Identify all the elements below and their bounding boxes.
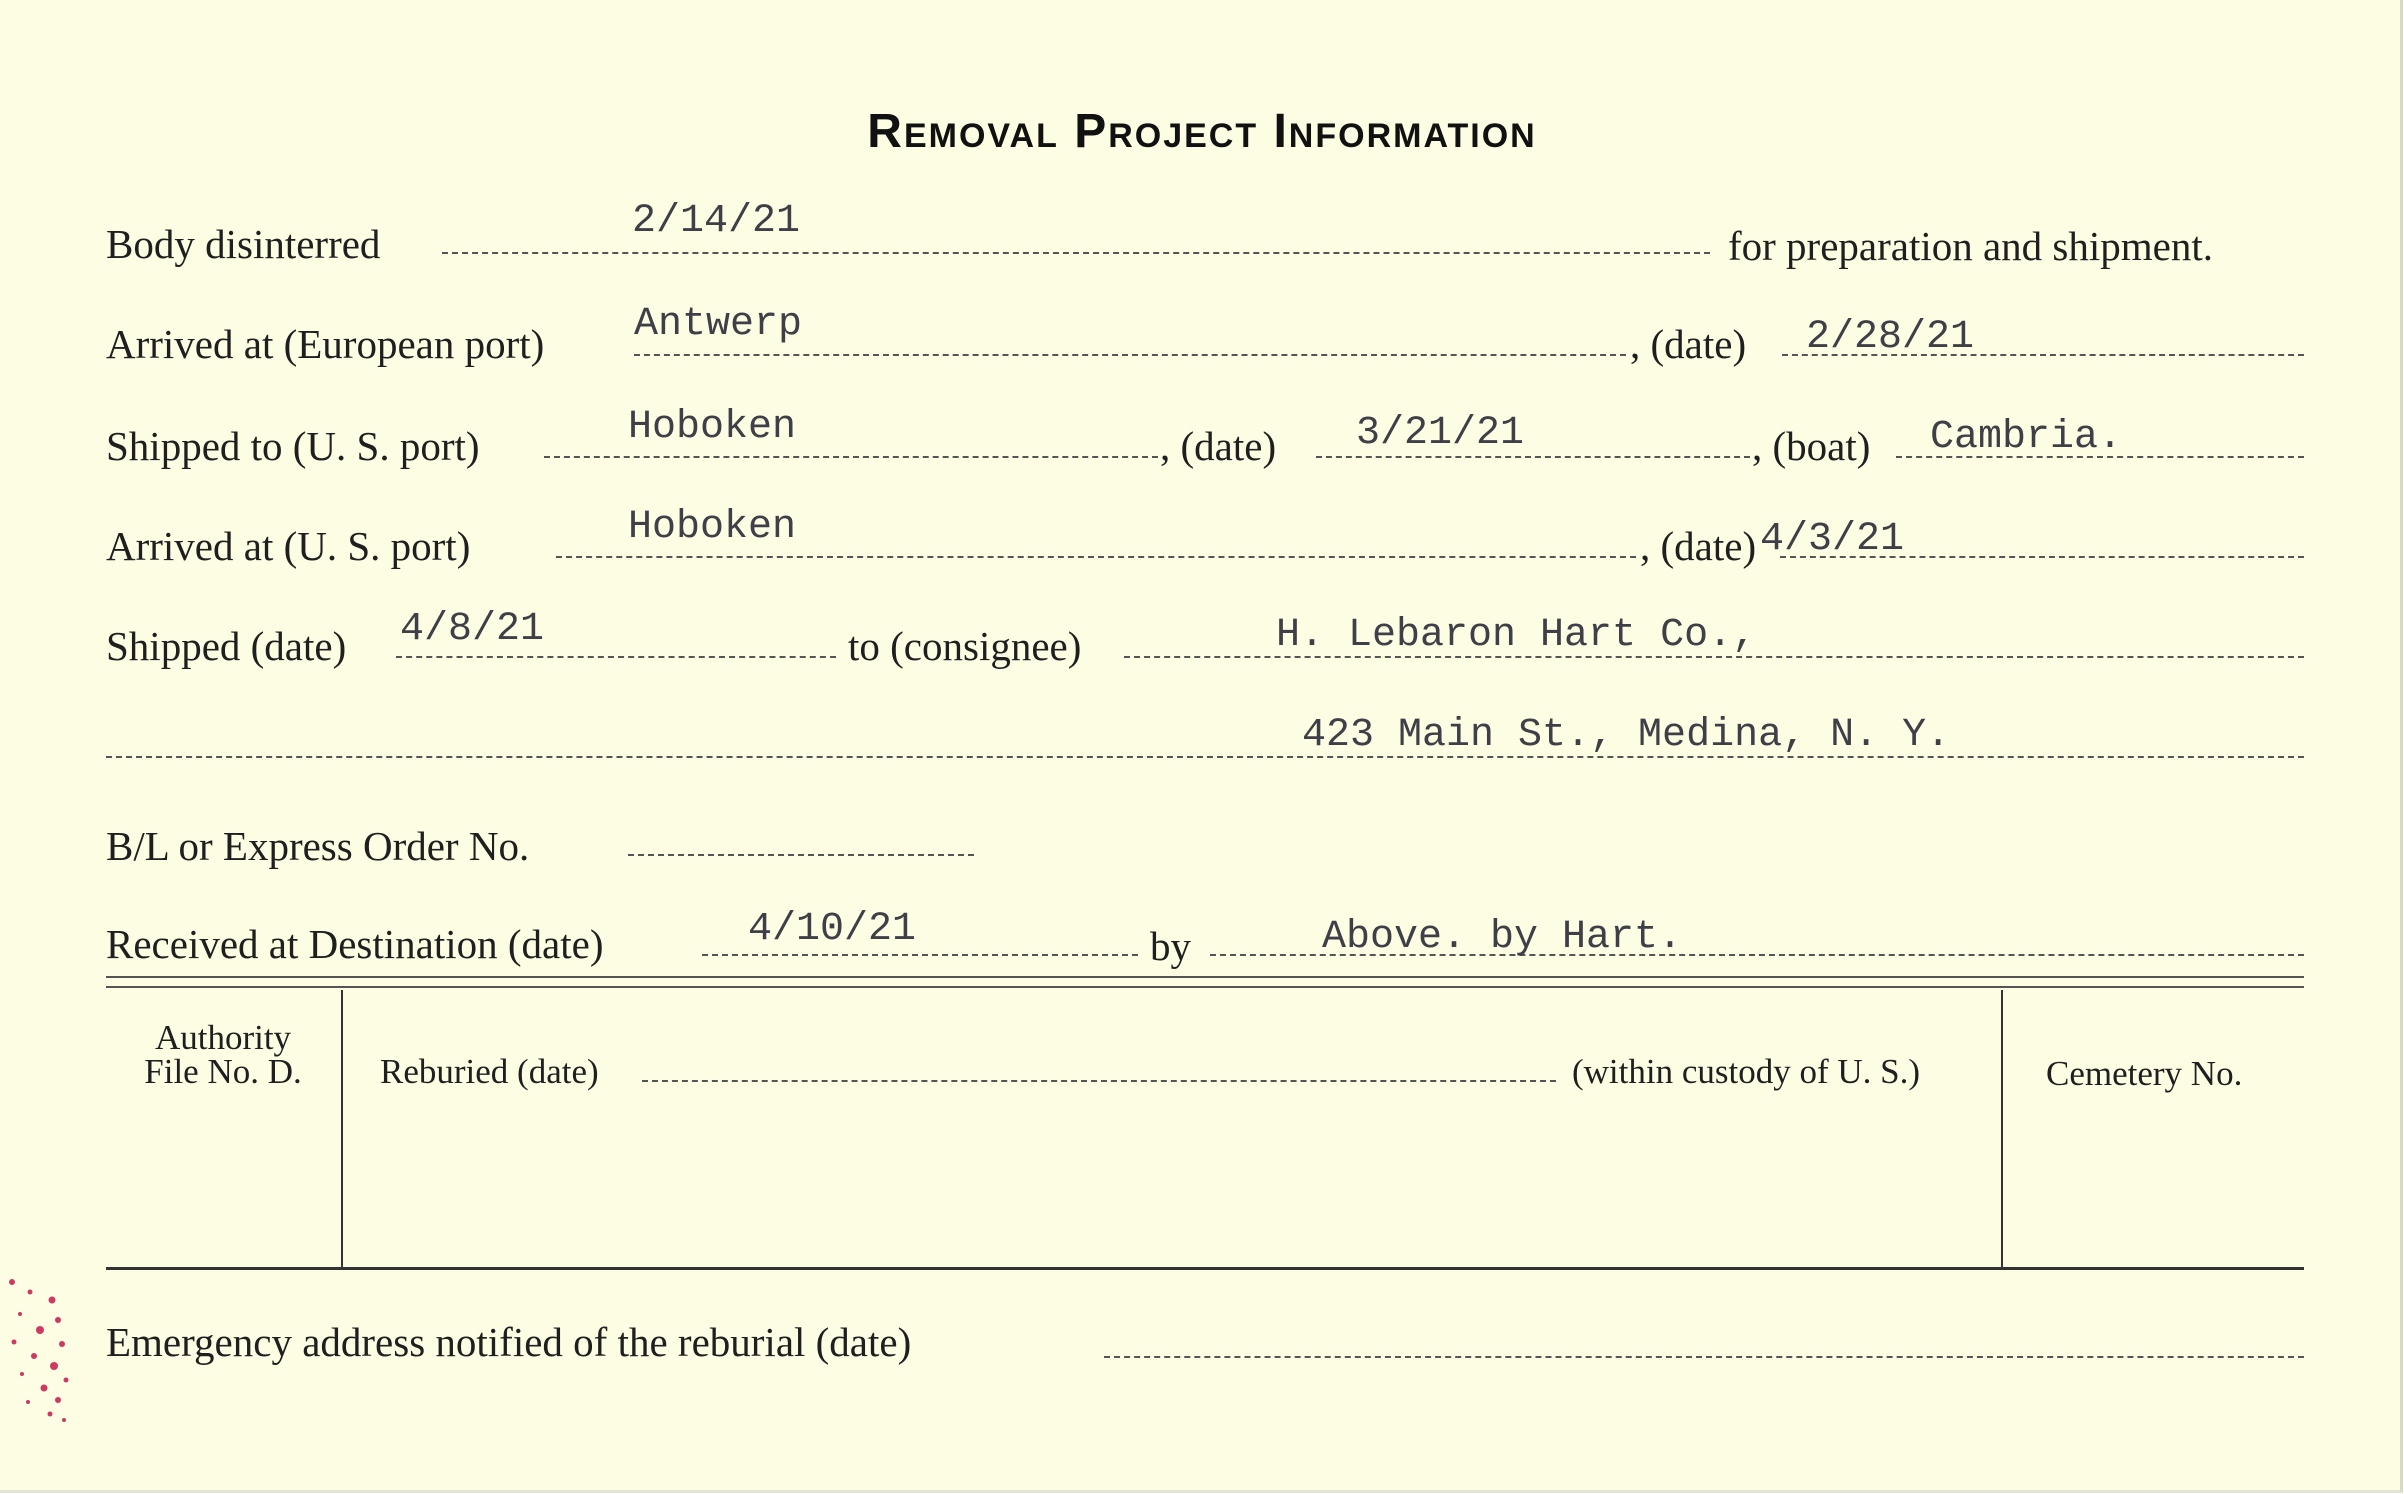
shipped-to-us-port-label: Shipped to (U. S. port) [106, 423, 480, 469]
received-destination-label: Received at Destination (date) [106, 921, 604, 967]
bl-express-order-label: B/L or Express Order No. [106, 823, 530, 869]
received-date-dotted-line [702, 954, 1138, 956]
shipped-date-label: Shipped (date) [106, 623, 347, 669]
european-port-dotted-line [634, 354, 1626, 356]
table-divider-left [341, 990, 343, 1268]
received-date: 4/10/21 [748, 907, 917, 952]
arrived-us-port-date-label: , (date) [1640, 523, 1757, 569]
red-stamp-marks [0, 1270, 80, 1430]
shipped-to-port-value: Hoboken [628, 405, 797, 450]
arrived-us-port-dotted-line [556, 556, 1636, 558]
arrived-european-port-label: Arrived at (European port) [106, 321, 545, 367]
arrived-us-port-date: 4/3/21 [1760, 517, 1905, 562]
boat-name: Cambria. [1930, 415, 2123, 460]
card-title: Removal Project Information [867, 105, 1537, 158]
shipped-date-dotted-line [396, 656, 836, 658]
authority-label: Authority [154, 1018, 292, 1057]
cemetery-no-label: Cemetery No. [2046, 1054, 2243, 1093]
european-port-date: 2/28/21 [1806, 315, 1975, 360]
european-port-value: Antwerp [634, 302, 803, 347]
consignee-label: to (consignee) [848, 623, 1082, 669]
reburied-label: Reburied (date) [380, 1052, 599, 1091]
table-top-rule-2 [106, 986, 2304, 988]
shipped-to-date: 3/21/21 [1356, 411, 1525, 456]
reburied-suffix: (within custody of U. S.) [1572, 1052, 1921, 1091]
arrived-us-port-value: Hoboken [628, 505, 797, 550]
emergency-dotted-line [1104, 1356, 2304, 1358]
arrived-us-port-label: Arrived at (U. S. port) [106, 523, 471, 569]
boat-label: , (boat) [1752, 423, 1871, 469]
shipped-to-date-label: , (date) [1160, 423, 1277, 469]
table-bottom-rule [106, 1267, 2304, 1270]
bl-express-order-dotted-line [628, 854, 974, 856]
file-no-label: File No. D. [144, 1052, 302, 1091]
reburied-dotted-line [642, 1080, 1556, 1082]
table-divider-right [2001, 990, 2003, 1268]
body-disinterred-suffix: for preparation and shipment. [1728, 223, 2214, 269]
consignee-address: 423 Main St., Medina, N. Y. [1302, 713, 1951, 758]
received-by-label: by [1150, 923, 1191, 969]
body-disinterred-date: 2/14/21 [632, 199, 801, 244]
address-dotted-line [106, 756, 2304, 758]
european-port-date-label: , (date) [1630, 321, 1747, 367]
consignee-name: H. Lebaron Hart Co., [1276, 613, 1757, 658]
table-top-rule-1 [106, 976, 2304, 978]
shipped-to-date-dotted-line [1316, 456, 1750, 458]
emergency-address-label: Emergency address notified of the reburial (date) [106, 1319, 912, 1365]
received-by-value: Above. by Hart. [1322, 915, 1683, 960]
shipped-date: 4/8/21 [400, 607, 545, 652]
body-disinterred-label: Body disinterred [106, 221, 381, 267]
shipped-to-port-dotted-line [544, 456, 1158, 458]
body-disinterred-dotted-line [442, 252, 1710, 254]
